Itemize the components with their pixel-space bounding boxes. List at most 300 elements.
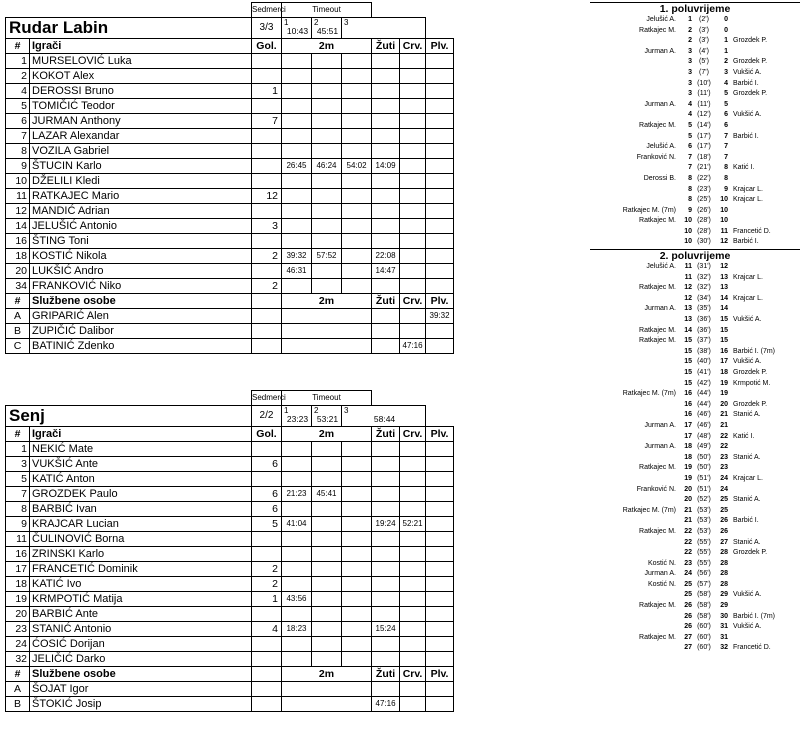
- away-score: 27: [720, 538, 728, 546]
- away-score: 10: [720, 196, 728, 204]
- col-plv: Plv.: [426, 666, 454, 681]
- home-scorer: Jurman A.: [644, 421, 676, 429]
- player-yellow: [372, 531, 400, 546]
- player-number: 14: [6, 218, 30, 233]
- player-number: 16: [6, 233, 30, 248]
- timeout-2: [312, 405, 342, 426]
- goal-minute: (42'): [697, 379, 711, 387]
- away-scorer: Krmpotić M.: [733, 379, 771, 387]
- player-number: 20: [6, 606, 30, 621]
- official-row: [6, 696, 454, 711]
- col-sluzbene: Službene osobe: [30, 293, 252, 308]
- empty-cell: [252, 308, 282, 323]
- home-scorer: Jelušić A.: [646, 16, 676, 23]
- player-2min-3: [342, 606, 372, 621]
- player-number: 9: [6, 516, 30, 531]
- col-plv: Plv.: [426, 38, 454, 53]
- goal-minute: (40'): [697, 358, 711, 366]
- away-score: 12: [720, 263, 728, 271]
- player-2min-1: [282, 278, 312, 293]
- player-blue: [426, 263, 454, 278]
- player-yellow: [372, 441, 400, 456]
- goal-minute: (58'): [697, 612, 711, 620]
- home-scorer: Ratkajec M.: [639, 284, 676, 292]
- home-score: 19: [684, 464, 692, 472]
- blank-cell: [6, 3, 252, 18]
- home-score: 18: [684, 443, 692, 451]
- player-goals: [252, 68, 282, 83]
- player-2min-3: [342, 576, 372, 591]
- goal-event: [590, 612, 800, 623]
- official-row: [6, 323, 454, 338]
- goal-minute: (53'): [697, 517, 711, 525]
- sedmerci-value: 2/2: [252, 405, 282, 426]
- official-name: GRIPARIĆ Alen: [30, 308, 252, 323]
- player-number: 23: [6, 621, 30, 636]
- player-2min-3: 54:02: [342, 158, 372, 173]
- goal-minute: (17'): [697, 132, 711, 140]
- player-yellow: [372, 636, 400, 651]
- official-blue: 39:32: [426, 308, 454, 323]
- player-red: [400, 53, 426, 68]
- col-crv: Crv.: [400, 38, 426, 53]
- official-red: [400, 696, 426, 711]
- away-scorer: Stanić A.: [733, 453, 761, 461]
- player-2min-1: [282, 651, 312, 666]
- player-blue: [426, 531, 454, 546]
- col-2m: 2m: [282, 666, 372, 681]
- player-name: JURMAN Anthony: [30, 113, 252, 128]
- player-red: [400, 278, 426, 293]
- home-scorer: Ratkajec M.: [639, 337, 676, 345]
- player-2min-1: [282, 128, 312, 143]
- player-yellow: 15:24: [372, 621, 400, 636]
- player-number: 34: [6, 278, 30, 293]
- player-2min-1: [282, 456, 312, 471]
- col-igraci: Igrači: [30, 426, 252, 441]
- home-score: 25: [684, 580, 692, 588]
- second-half-title: 2. poluvrijeme: [590, 249, 800, 262]
- player-goals: [252, 173, 282, 188]
- goal-log: [590, 2, 800, 654]
- away-score: 15: [720, 326, 728, 334]
- official-red: [400, 681, 426, 696]
- col-2m: 2m: [282, 293, 372, 308]
- player-name: BARBIĆ Ivan: [30, 501, 252, 516]
- player-red: [400, 173, 426, 188]
- goal-event: [590, 237, 800, 248]
- player-2min-3: [342, 248, 372, 263]
- home-score: 8: [688, 185, 692, 193]
- player-goals: 4: [252, 621, 282, 636]
- goal-event: [590, 121, 800, 132]
- player-2min-3: [342, 188, 372, 203]
- home-scorer: Ratkajec M.: [639, 633, 676, 641]
- col-hash: #: [6, 666, 30, 681]
- player-name: RATKAJEC Mario: [30, 188, 252, 203]
- away-scorer: Grozdek P.: [733, 58, 768, 66]
- player-red: [400, 113, 426, 128]
- away-score: 11: [720, 227, 728, 235]
- goal-minute: (17'): [697, 143, 711, 151]
- player-red: [400, 591, 426, 606]
- player-goals: 1: [252, 83, 282, 98]
- home-scorer: Jurman A.: [644, 305, 676, 313]
- player-goals: [252, 531, 282, 546]
- timeout-number: 2: [314, 405, 319, 415]
- timeout-number: 2: [314, 17, 319, 27]
- player-2min-1: [282, 606, 312, 621]
- away-score: 5: [724, 100, 728, 108]
- player-2min-2: 45:41: [312, 486, 342, 501]
- player-row: [6, 218, 454, 233]
- home-score: 15: [684, 369, 692, 376]
- col-gol: Gol.: [252, 426, 282, 441]
- official-blue: [426, 338, 454, 353]
- player-name: VOZILA Gabriel: [30, 143, 252, 158]
- player-goals: [252, 53, 282, 68]
- player-yellow: [372, 113, 400, 128]
- player-2min-2: [312, 441, 342, 456]
- away-scorer: Stanić A.: [733, 411, 761, 419]
- player-2min-2: [312, 636, 342, 651]
- player-yellow: [372, 53, 400, 68]
- away-scorer: Barbić I.: [733, 238, 759, 246]
- goal-minute: (11'): [697, 90, 711, 98]
- player-goals: [252, 636, 282, 651]
- player-name: FRANKOVIĆ Niko: [30, 278, 252, 293]
- goal-event: [590, 132, 800, 143]
- player-2min-2: [312, 98, 342, 113]
- player-2min-2: [312, 576, 342, 591]
- home-score: 5: [688, 121, 692, 129]
- player-2min-3: [342, 561, 372, 576]
- goal-event: [590, 453, 800, 464]
- home-score: 21: [684, 506, 692, 514]
- goal-event: [590, 421, 800, 432]
- player-blue: [426, 561, 454, 576]
- player-red: [400, 218, 426, 233]
- away-scorer: Francetić D.: [733, 644, 771, 652]
- player-2min-3: [342, 83, 372, 98]
- timeout-time: 53:21: [316, 413, 339, 424]
- first-half-events: [590, 15, 800, 248]
- official-yellow: [372, 338, 400, 353]
- goal-minute: (49'): [697, 443, 711, 451]
- goal-minute: (31'): [697, 263, 711, 271]
- player-2min-2: [312, 561, 342, 576]
- goal-event: [590, 100, 800, 111]
- goal-minute: (26'): [697, 206, 711, 214]
- player-2min-1: 41:04: [282, 516, 312, 531]
- away-score: 0: [724, 26, 728, 34]
- team-name: Rudar Labin: [6, 17, 252, 38]
- away-score: 28: [720, 549, 728, 557]
- away-scorer: Francetić D.: [733, 227, 771, 235]
- player-2min-2: 46:24: [312, 158, 342, 173]
- col-hash: #: [6, 293, 30, 308]
- player-2min-1: [282, 68, 312, 83]
- home-score: 16: [684, 390, 692, 398]
- player-2min-3: [342, 636, 372, 651]
- player-yellow: [372, 546, 400, 561]
- away-scorer: Grozdek P.: [733, 369, 768, 376]
- player-blue: [426, 456, 454, 471]
- goal-minute: (35'): [697, 305, 711, 313]
- goal-event: [590, 216, 800, 227]
- col-plv: Plv.: [426, 426, 454, 441]
- away-score: 32: [720, 644, 728, 652]
- empty-cell: [252, 293, 282, 308]
- away-scorer: Grozdek P.: [733, 549, 768, 557]
- goal-minute: (57'): [697, 580, 711, 588]
- official-blue: [426, 681, 454, 696]
- player-2min-2: [312, 278, 342, 293]
- player-2min-1: [282, 83, 312, 98]
- player-2min-2: [312, 143, 342, 158]
- team-name: Senj: [6, 405, 252, 426]
- home-scorer: Ratkajec M.: [639, 217, 676, 225]
- goal-minute: (44'): [697, 400, 711, 408]
- home-score: 24: [684, 570, 692, 578]
- player-2min-2: 57:52: [312, 248, 342, 263]
- player-number: 17: [6, 561, 30, 576]
- player-2min-1: [282, 218, 312, 233]
- player-2min-3: [342, 263, 372, 278]
- player-2min-3: [342, 471, 372, 486]
- player-row: [6, 233, 454, 248]
- player-number: 2: [6, 68, 30, 83]
- player-red: [400, 203, 426, 218]
- away-scorer: Vukšić A.: [733, 68, 762, 76]
- player-yellow: 14:09: [372, 158, 400, 173]
- official-name: ŠOJAT Igor: [30, 681, 252, 696]
- home-score: 12: [684, 284, 692, 292]
- player-red: [400, 486, 426, 501]
- player-blue: [426, 158, 454, 173]
- player-red: [400, 576, 426, 591]
- player-red: [400, 456, 426, 471]
- player-name: KRAJCAR Lucian: [30, 516, 252, 531]
- away-scorer: Vukšić A.: [733, 111, 762, 119]
- player-blue: [426, 83, 454, 98]
- player-2min-3: [342, 531, 372, 546]
- player-2min-1: [282, 471, 312, 486]
- home-scorer: Ratkajec M.: [639, 464, 676, 472]
- away-scorer: Stanić A.: [733, 538, 761, 546]
- official-yellow: [372, 681, 400, 696]
- home-score: 17: [684, 432, 692, 440]
- away-score: 2: [724, 58, 728, 66]
- away-scorer: Krajcar L.: [733, 185, 763, 193]
- timeout-number: 1: [284, 17, 289, 27]
- col-zuti: Žuti: [372, 38, 400, 53]
- player-goals: [252, 606, 282, 621]
- goal-event: [590, 142, 800, 153]
- player-blue: [426, 233, 454, 248]
- away-score: 4: [724, 79, 728, 87]
- home-score: 1: [688, 16, 692, 23]
- player-red: [400, 263, 426, 278]
- player-2min-3: [342, 143, 372, 158]
- away-score: 25: [720, 506, 728, 514]
- official-row: [6, 338, 454, 353]
- player-blue: [426, 128, 454, 143]
- home-score: 3: [688, 68, 692, 76]
- home-scorer: Jurman A.: [644, 100, 676, 108]
- player-2min-3: [342, 233, 372, 248]
- home-score: 3: [688, 90, 692, 98]
- header-row-labels: [6, 3, 454, 18]
- player-red: [400, 188, 426, 203]
- home-score: 16: [684, 411, 692, 419]
- goal-minute: (55'): [697, 538, 711, 546]
- player-2min-1: [282, 113, 312, 128]
- goal-event: [590, 495, 800, 506]
- away-scorer: Vukšić A.: [733, 316, 762, 324]
- player-2min-2: [312, 516, 342, 531]
- player-name: MANDIĆ Adrian: [30, 203, 252, 218]
- player-goals: 3: [252, 218, 282, 233]
- player-2min-1: [282, 188, 312, 203]
- away-score: 21: [720, 411, 728, 419]
- player-2min-2: [312, 501, 342, 516]
- player-blue: [426, 68, 454, 83]
- player-name: NEKIĆ Mate: [30, 441, 252, 456]
- goal-minute: (10'): [697, 79, 711, 87]
- player-goals: [252, 471, 282, 486]
- col-zuti: Žuti: [372, 426, 400, 441]
- player-yellow: [372, 606, 400, 621]
- goal-event: [590, 163, 800, 174]
- away-score: 19: [720, 390, 728, 398]
- col-crv: Crv.: [400, 666, 426, 681]
- player-row: [6, 516, 454, 531]
- second-half-events: [590, 262, 800, 654]
- goal-event: [590, 347, 800, 358]
- player-2min-1: [282, 173, 312, 188]
- official-id: A: [6, 681, 30, 696]
- official-blue: [426, 323, 454, 338]
- away-scorer: Barbić I.: [733, 79, 759, 87]
- goal-minute: (48'): [697, 432, 711, 440]
- player-red: [400, 233, 426, 248]
- goal-event: [590, 185, 800, 196]
- official-2min: [282, 696, 372, 711]
- home-score: 17: [684, 421, 692, 429]
- home-scorer: Franković N.: [636, 153, 676, 161]
- away-score: 6: [724, 111, 728, 119]
- player-name: KRMPOTIĆ Matija: [30, 591, 252, 606]
- player-yellow: [372, 218, 400, 233]
- goal-minute: (53'): [697, 506, 711, 514]
- goal-event: [590, 559, 800, 570]
- player-goals: [252, 98, 282, 113]
- goal-event: [590, 79, 800, 90]
- player-number: 12: [6, 203, 30, 218]
- away-score: 13: [720, 273, 728, 281]
- player-red: [400, 158, 426, 173]
- away-scorer: Krajcar L.: [733, 474, 763, 482]
- player-goals: [252, 546, 282, 561]
- away-score: 14: [720, 305, 728, 313]
- player-name: ŠTUCIN Karlo: [30, 158, 252, 173]
- player-goals: [252, 203, 282, 218]
- header-row-labels: [6, 391, 454, 406]
- goal-event: [590, 336, 800, 347]
- timeout-time: 45:51: [316, 25, 339, 36]
- col-hash: #: [6, 426, 30, 441]
- away-score: 10: [720, 217, 728, 225]
- home-scorer: Jelušić A.: [646, 143, 676, 151]
- player-row: [6, 546, 454, 561]
- timeout-label: Timeout: [282, 3, 372, 18]
- away-scorer: Katić I.: [733, 164, 755, 172]
- home-score: 15: [684, 337, 692, 345]
- home-scorer: Jurman A.: [644, 443, 676, 451]
- player-row: [6, 441, 454, 456]
- player-blue: [426, 278, 454, 293]
- player-name: JELUŠIĆ Antonio: [30, 218, 252, 233]
- player-row: [6, 621, 454, 636]
- player-goals: 2: [252, 576, 282, 591]
- player-2min-1: [282, 233, 312, 248]
- player-row: [6, 113, 454, 128]
- away-score: 26: [720, 517, 728, 525]
- goal-minute: (60'): [697, 623, 711, 631]
- player-number: 8: [6, 143, 30, 158]
- home-score: 3: [688, 58, 692, 66]
- goal-event: [590, 357, 800, 368]
- home-score: 13: [684, 316, 692, 324]
- player-blue: [426, 486, 454, 501]
- goal-minute: (37'): [697, 337, 711, 345]
- home-scorer: Ratkajec M. (7m): [622, 206, 676, 214]
- player-yellow: [372, 471, 400, 486]
- official-2min: [282, 323, 372, 338]
- away-score: 19: [720, 379, 728, 387]
- player-row: [6, 651, 454, 666]
- player-row: [6, 486, 454, 501]
- goal-minute: (55'): [697, 559, 711, 567]
- goal-minute: (7'): [699, 68, 709, 76]
- away-score: 5: [724, 90, 728, 98]
- home-scorer: Ratkajec M.: [639, 326, 676, 334]
- player-name: MURSELOVIĆ Luka: [30, 53, 252, 68]
- goal-minute: (28'): [697, 227, 711, 235]
- header-row-team: [6, 17, 454, 38]
- player-yellow: [372, 98, 400, 113]
- home-score: 16: [684, 400, 692, 408]
- player-blue: [426, 651, 454, 666]
- player-red: [400, 248, 426, 263]
- home-score: 4: [688, 111, 692, 119]
- col-sluzbene: Službene osobe: [30, 666, 252, 681]
- player-2min-2: [312, 113, 342, 128]
- player-blue: [426, 248, 454, 263]
- away-score: 15: [720, 337, 728, 345]
- away-score: 14: [720, 294, 728, 302]
- goal-event: [590, 538, 800, 549]
- home-scorer: Jelušić A.: [646, 263, 676, 271]
- away-score: 22: [720, 443, 728, 451]
- official-2min: [282, 681, 372, 696]
- goal-minute: (60'): [697, 644, 711, 652]
- home-scorer: Ratkajec M.: [639, 26, 676, 34]
- away-score: 23: [720, 453, 728, 461]
- player-blue: [426, 113, 454, 128]
- home-score: 6: [688, 143, 692, 151]
